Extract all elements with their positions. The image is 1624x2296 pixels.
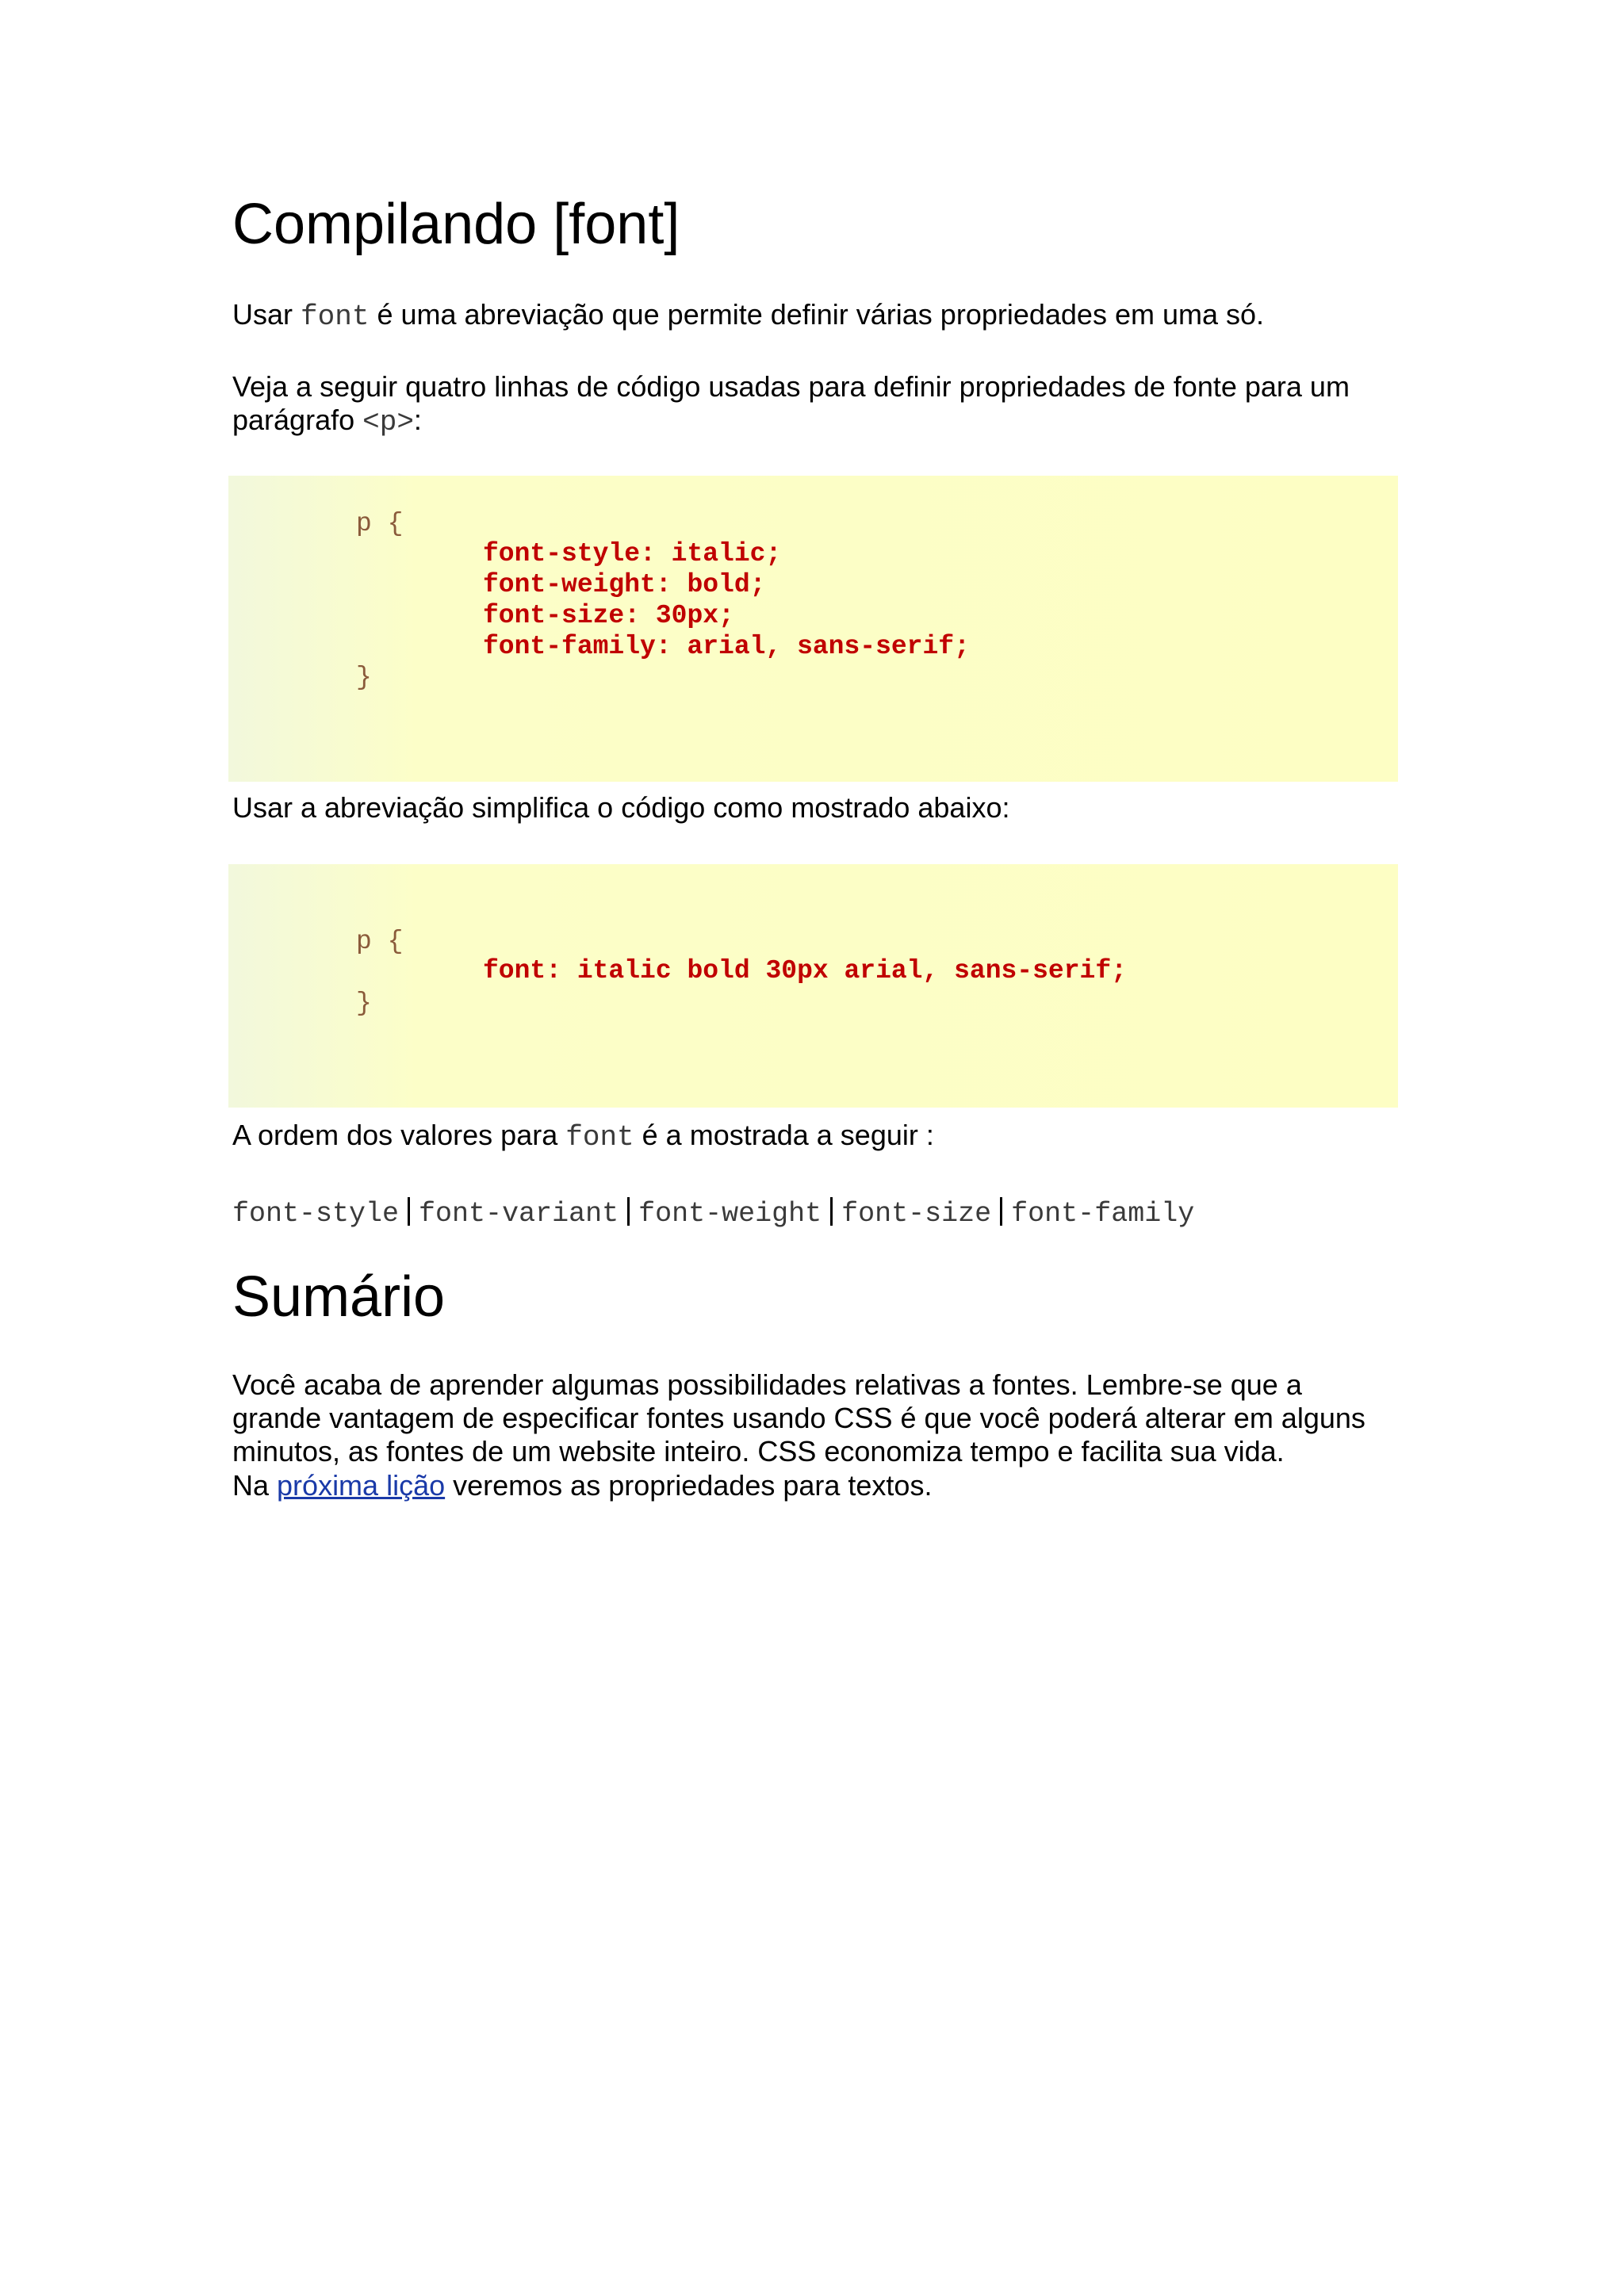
code-line-font-family: font-family: arial, sans-serif; (483, 632, 970, 661)
text: Usar (232, 298, 301, 331)
code-block-long (228, 476, 1398, 782)
text: : (413, 404, 422, 436)
code-close-brace: } (356, 663, 372, 692)
text: é uma abreviação que permite definir várias propriedades em uma só. (369, 298, 1265, 331)
code-close-brace: } (356, 989, 372, 1018)
paragraph-next-lesson (232, 1469, 1398, 1502)
paragraph-example-intro (232, 370, 1398, 439)
order-item-font-weight: font-weight (638, 1198, 822, 1230)
separator-bar (830, 1197, 833, 1226)
paragraph-summary: Você acaba de aprender algumas possibilidades relativas a fontes. Lembre-se que a grande vantagem de especificar fontes usando CSS é que você poderá alterar em alguns minutos, as fontes de um website inteiro. CSS economiza tempo e facilita sua vida. (232, 1368, 1365, 1468)
order-item-font-family: font-family (1011, 1198, 1195, 1230)
paragraph-intro (232, 298, 1398, 334)
order-item-font-variant: font-variant (419, 1198, 619, 1230)
text: é a mostrada a seguir : (634, 1119, 934, 1151)
separator-bar (627, 1197, 630, 1226)
code-block-short (228, 864, 1398, 1108)
paragraph-order (232, 1119, 1398, 1154)
inline-code-p: <p> (362, 406, 414, 438)
code-line-font-size: font-size: 30px; (483, 601, 734, 630)
text: Na (232, 1469, 278, 1502)
order-item-font-style: font-style (232, 1198, 400, 1230)
text: A ordem dos valores para (232, 1119, 566, 1151)
paragraph-shorthand: Usar a abreviação simplifica o código como mostrado abaixo: (232, 791, 1010, 824)
section-title-compilando: Compilando [font] (232, 193, 680, 256)
text: veremos as propriedades para textos. (445, 1469, 933, 1502)
inline-code-font: font (565, 1121, 634, 1154)
code-open-brace: p { (356, 927, 404, 956)
code-line-font-weight: font-weight: bold; (483, 570, 766, 599)
section-title-sumario: Sumário (232, 1265, 446, 1329)
code-open-brace: p { (356, 509, 404, 538)
order-item-font-size: font-size (841, 1198, 992, 1230)
font-value-order (232, 1196, 1194, 1230)
separator-bar (408, 1197, 410, 1226)
code-line-font-style: font-style: italic; (483, 539, 782, 568)
next-lesson-link[interactable]: próxima lição (277, 1469, 446, 1502)
inline-code-font: font (301, 300, 370, 333)
separator-bar (1000, 1197, 1002, 1226)
code-line-font: font: italic bold 30px arial, sans-serif; (483, 956, 1127, 985)
text: Veja a seguir quatro linhas de código usadas para definir propriedades de fonte para um parágrafo (232, 370, 1350, 436)
